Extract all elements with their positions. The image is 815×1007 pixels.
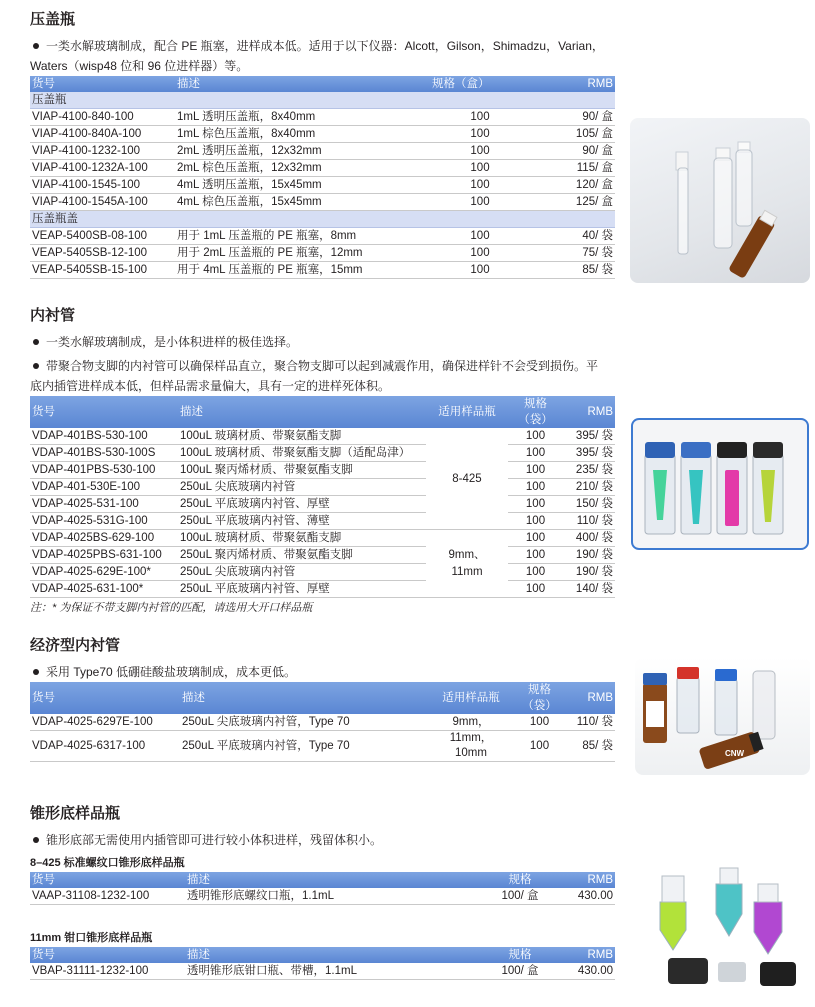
column-header: RMB	[555, 872, 615, 888]
table-cell: 100	[508, 445, 563, 462]
table-cell: 9mm，	[430, 714, 512, 731]
table-row	[30, 496, 615, 513]
table-cell: 395/ 袋	[563, 428, 615, 445]
table-cell: 90/ 盒	[530, 143, 615, 160]
table-cell: VIAP-4100-1545-100	[30, 177, 175, 194]
section-title: 内衬管	[30, 307, 76, 324]
crimp-vials-photo	[630, 118, 810, 283]
column-header: 描述	[185, 947, 485, 963]
table-cell: 235/ 袋	[563, 462, 615, 479]
table-cell: 100	[508, 462, 563, 479]
table-cell: 透明锥形底钳口瓶、带槽，1.1mL	[185, 963, 485, 980]
column-header: 描述	[178, 396, 426, 428]
table-cell: 400/ 袋	[563, 530, 615, 547]
table-cell: 100	[508, 547, 563, 564]
table-cell: 2mL 棕色压盖瓶，12x32mm	[175, 160, 430, 177]
table-cell: 150/ 袋	[563, 496, 615, 513]
table-row	[30, 714, 615, 731]
table-cell: 100	[430, 194, 530, 211]
table-row	[30, 445, 615, 462]
section-inserts	[30, 306, 615, 616]
table-cell: 100	[430, 177, 530, 194]
column-header: 规格（袋）	[512, 682, 567, 714]
table-cell: 430.00	[555, 963, 615, 980]
column-header: 货号	[30, 76, 175, 92]
section-conical-vials	[30, 804, 615, 980]
table-cell: 190/ 袋	[563, 564, 615, 581]
table-row	[30, 530, 615, 547]
bullet-text-continued: Waters（wisp48 位和 96 位进样器）等。	[30, 59, 249, 73]
column-header: 适用样品瓶	[426, 396, 508, 428]
table-cell: 100uL 玻璃材质、带聚氨酯支脚（适配岛津）	[178, 445, 426, 462]
table-row	[30, 547, 615, 564]
table-cell: 100	[430, 228, 530, 245]
table-row	[30, 564, 615, 581]
table-cell: VIAP-4100-1232A-100	[30, 160, 175, 177]
inserts-photo	[631, 418, 809, 550]
table-row	[30, 888, 615, 905]
table-row	[30, 245, 615, 262]
screw-conical-table	[30, 872, 615, 905]
column-header: RMB	[555, 947, 615, 963]
table-cell: 100	[508, 513, 563, 530]
column-header: 货号	[30, 682, 180, 714]
bullet-text: 锥形底部无需使用内插管即可进行较小体积进样，残留体积小。	[30, 830, 615, 850]
table-cell: 250uL 聚丙烯材质、带聚氨酯支脚	[178, 547, 426, 564]
table-cell: 100/ 盒	[485, 888, 555, 905]
table-cell: 250uL 尖底玻璃内衬管	[178, 564, 426, 581]
table-cell: VDAP-401PBS-530-100	[30, 462, 178, 479]
table-cell: 100	[508, 530, 563, 547]
economy-vials-photo	[635, 657, 810, 775]
table-row	[30, 731, 615, 762]
table-cell: 100	[508, 428, 563, 445]
column-header: 规格	[485, 947, 555, 963]
bullet-text: 带聚合物支脚的内衬管可以确保样品直立，聚合物支脚可以起到减震作用，确保进样针不会受到损伤。平	[30, 356, 615, 376]
table-cell: VAAP-31108-1232-100	[30, 888, 185, 905]
table-cell: 430.00	[555, 888, 615, 905]
table-cell: 100	[430, 160, 530, 177]
table-header	[30, 76, 615, 92]
table-row	[30, 963, 615, 980]
table-cell: VEAP-5405SB-15-100	[30, 262, 175, 279]
footnote: 注：* 为保证不带支脚内衬管的匹配，请选用大开口样品瓶	[30, 602, 313, 614]
table-cell: 用于 2mL 压盖瓶的 PE 瓶塞，12mm	[175, 245, 430, 262]
table-cell: 40/ 袋	[530, 228, 615, 245]
table-cell: VDAP-4025-531-100	[30, 496, 178, 513]
table-header	[30, 947, 615, 963]
table-row	[30, 177, 615, 194]
table-cell: VEAP-5405SB-12-100	[30, 245, 175, 262]
column-header: 规格	[485, 872, 555, 888]
table-cell: 4mL 棕色压盖瓶，15x45mm	[175, 194, 430, 211]
table-row	[30, 262, 615, 279]
vial-illustration	[635, 657, 810, 775]
table-cell: 100	[512, 714, 567, 731]
table-row	[30, 126, 615, 143]
table-cell: VBAP-31111-1232-100	[30, 963, 185, 980]
table-cell: 85/ 袋	[567, 731, 615, 762]
table-cell: VDAP-401-530E-100	[30, 479, 178, 496]
column-header: 货号	[30, 396, 178, 428]
table-cell: VIAP-4100-1232-100	[30, 143, 175, 160]
table-cell: 100	[512, 731, 567, 762]
table-cell: 100	[430, 245, 530, 262]
table-cell: 250uL 平底玻璃内衬管，Type 70	[180, 731, 430, 762]
category-row	[30, 211, 615, 228]
table-cell: VDAP-401BS-530-100	[30, 428, 178, 445]
crimp-vials-table	[30, 76, 615, 279]
vial-range-cell: 9mm、 11mm	[426, 530, 508, 598]
table-row	[30, 160, 615, 177]
table-cell: 75/ 袋	[530, 245, 615, 262]
table-header	[30, 682, 615, 714]
table-cell: 1mL 透明压盖瓶，8x40mm	[175, 109, 430, 126]
table-cell: 100	[508, 581, 563, 598]
table-cell: 用于 1mL 压盖瓶的 PE 瓶塞，8mm	[175, 228, 430, 245]
table-row	[30, 194, 615, 211]
vial-illustration	[630, 118, 810, 283]
table-cell: 250uL 平底玻璃内衬管、厚壁	[178, 496, 426, 513]
table-row	[30, 143, 615, 160]
crimp-conical-table	[30, 947, 615, 980]
table-cell: 11mm， 10mm	[430, 731, 512, 762]
conical-vials-photo	[640, 862, 810, 992]
table-cell: 1mL 棕色压盖瓶，8x40mm	[175, 126, 430, 143]
table-cell: VDAP-4025PBS-631-100	[30, 547, 178, 564]
bullet-text: 一类水解玻璃制成，配合 PE 瓶塞，进样成本低。适用于以下仪器：Alcott，Gilson，Shimadzu，Varian，	[30, 36, 615, 56]
economy-inserts-table	[30, 682, 615, 762]
table-cell: 250uL 平底玻璃内衬管、厚壁	[178, 581, 426, 598]
table-cell: 100	[508, 496, 563, 513]
table-cell: VIAP-4100-1545A-100	[30, 194, 175, 211]
vial-illustration	[640, 862, 810, 992]
table-cell: VIAP-4100-840-100	[30, 109, 175, 126]
column-header: 描述	[185, 872, 485, 888]
table-row	[30, 581, 615, 598]
table-cell: VIAP-4100-840A-100	[30, 126, 175, 143]
table-cell: 100	[508, 479, 563, 496]
table-cell: 100uL 玻璃材质、带聚氨酯支脚	[178, 530, 426, 547]
section-crimp-vials	[30, 10, 615, 279]
table-cell: 120/ 盒	[530, 177, 615, 194]
table-cell: 100/ 盒	[485, 963, 555, 980]
bullet-text: 采用 Type70 低硼硅酸盐玻璃制成，成本更低。	[30, 662, 615, 682]
column-header: 规格（盒）	[430, 76, 530, 92]
table-cell: VDAP-401BS-530-100S	[30, 445, 178, 462]
table-cell: 110/ 袋	[567, 714, 615, 731]
table-cell: 250uL 平底玻璃内衬管、薄壁	[178, 513, 426, 530]
table-cell: 100	[430, 262, 530, 279]
table-cell: 110/ 袋	[563, 513, 615, 530]
table-cell: 4mL 透明压盖瓶，15x45mm	[175, 177, 430, 194]
table-row	[30, 428, 615, 445]
column-header: 货号	[30, 947, 185, 963]
table-cell: 250uL 尖底玻璃内衬管，Type 70	[180, 714, 430, 731]
table-cell: 250uL 尖底玻璃内衬管	[178, 479, 426, 496]
vial-illustration	[633, 420, 807, 548]
table-header	[30, 396, 615, 428]
table-cell: 100	[430, 126, 530, 143]
bullet-text-continued: 底内插管进样成本低，但样品需求量偏大，具有一定的进样死体积。	[30, 379, 391, 393]
table-cell: 2mL 透明压盖瓶，12x32mm	[175, 143, 430, 160]
table-cell: 100uL 玻璃材质、带聚氨酯支脚	[178, 428, 426, 445]
table-row	[30, 109, 615, 126]
section-economy-inserts	[30, 636, 615, 762]
subsection-title: 8–425 标准螺纹口锥形底样品瓶	[30, 857, 185, 869]
table-header	[30, 872, 615, 888]
table-cell: 395/ 袋	[563, 445, 615, 462]
column-header: RMB	[563, 396, 615, 428]
table-cell: VEAP-5400SB-08-100	[30, 228, 175, 245]
table-cell: VDAP-4025BS-629-100	[30, 530, 178, 547]
table-cell: 100	[430, 109, 530, 126]
column-header: 规格（袋）	[508, 396, 563, 428]
table-cell: VDAP-4025-531G-100	[30, 513, 178, 530]
table-cell: 85/ 袋	[530, 262, 615, 279]
column-header: 适用样品瓶	[430, 682, 512, 714]
column-header: 描述	[180, 682, 430, 714]
subsection-title: 11mm 钳口锥形底样品瓶	[30, 932, 153, 944]
column-header: RMB	[567, 682, 615, 714]
table-cell: 100	[430, 143, 530, 160]
table-cell: 125/ 盒	[530, 194, 615, 211]
inserts-table	[30, 396, 615, 598]
table-row	[30, 479, 615, 496]
table-cell: 190/ 袋	[563, 547, 615, 564]
table-cell: VDAP-4025-6297E-100	[30, 714, 180, 731]
table-cell: 用于 4mL 压盖瓶的 PE 瓶塞，15mm	[175, 262, 430, 279]
table-row	[30, 513, 615, 530]
column-header: 货号	[30, 872, 185, 888]
column-header: 描述	[175, 76, 430, 92]
table-cell: 100uL 聚丙烯材质、带聚氨酯支脚	[178, 462, 426, 479]
table-cell: VDAP-4025-631-100*	[30, 581, 178, 598]
table-cell: 100	[508, 564, 563, 581]
vial-range-cell: 8-425	[426, 428, 508, 530]
table-cell: 透明锥形底螺纹口瓶，1.1mL	[185, 888, 485, 905]
cnw-label: CNW	[725, 749, 745, 758]
table-cell: 140/ 袋	[563, 581, 615, 598]
table-cell: 压盖瓶盖	[30, 211, 615, 228]
section-title: 压盖瓶	[30, 11, 76, 28]
table-cell: 210/ 袋	[563, 479, 615, 496]
table-cell: 90/ 盒	[530, 109, 615, 126]
section-title: 锥形底样品瓶	[30, 805, 121, 822]
section-title: 经济型内衬管	[30, 637, 121, 654]
category-row	[30, 92, 615, 109]
table-cell: 105/ 盒	[530, 126, 615, 143]
table-cell: VDAP-4025-6317-100	[30, 731, 180, 762]
table-cell: VDAP-4025-629E-100*	[30, 564, 178, 581]
table-row	[30, 462, 615, 479]
column-header: RMB	[530, 76, 615, 92]
table-cell: 压盖瓶	[30, 92, 615, 109]
bullet-text: 一类水解玻璃制成，是小体积进样的极佳选择。	[30, 332, 615, 352]
table-row	[30, 228, 615, 245]
table-cell: 115/ 盒	[530, 160, 615, 177]
